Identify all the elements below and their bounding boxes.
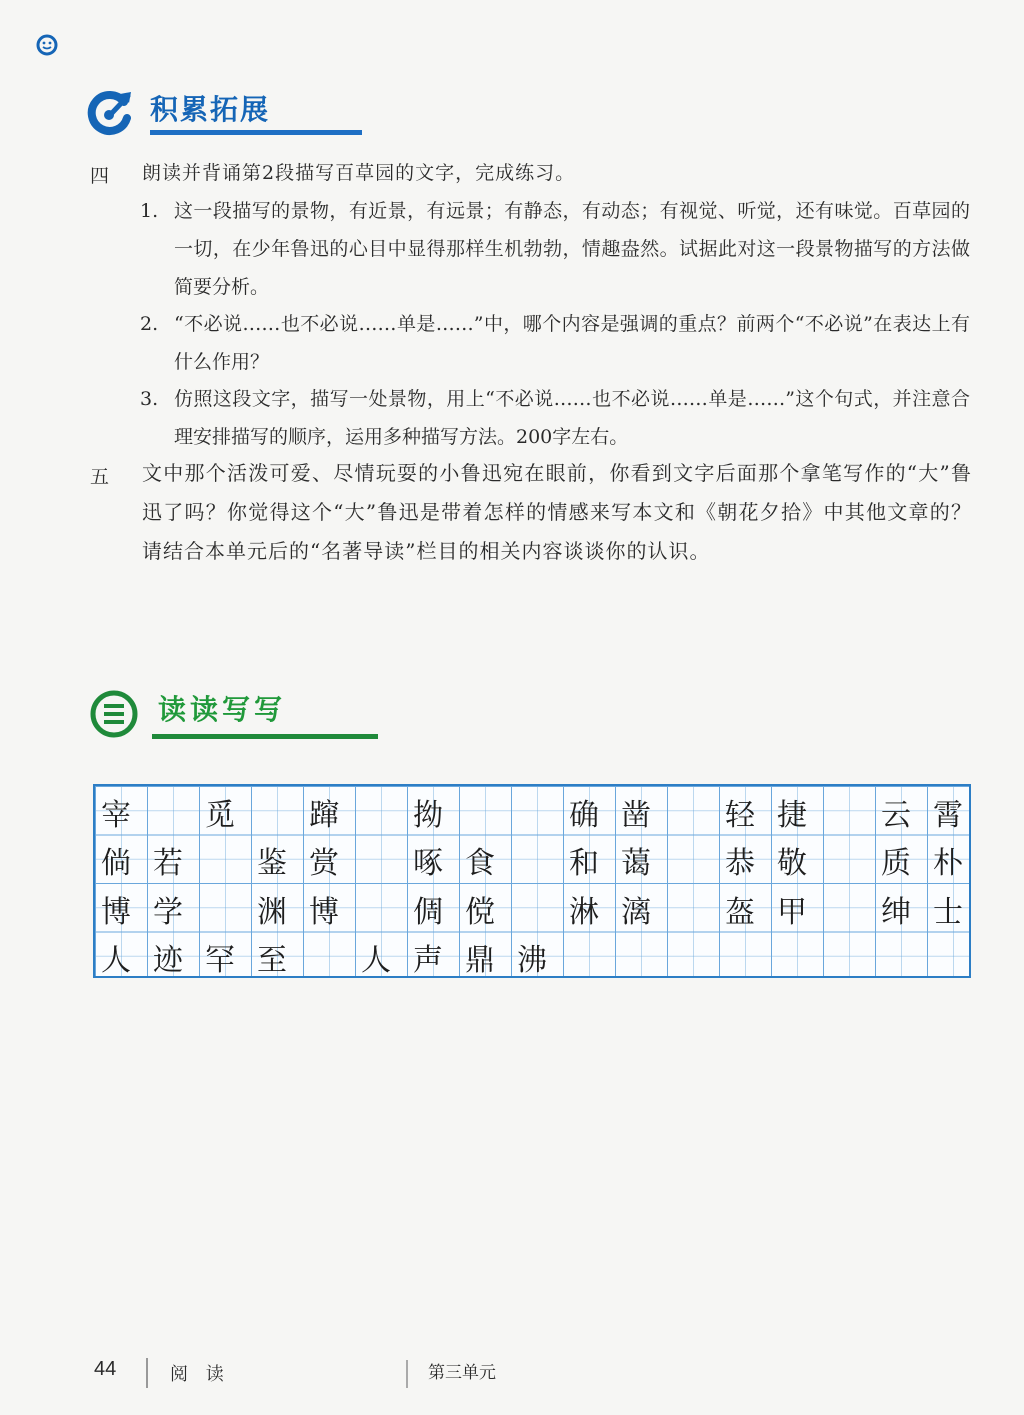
vocab-word: 啄食	[413, 846, 517, 881]
vocab-word: 轻捷	[725, 798, 829, 833]
title-underline	[152, 734, 378, 739]
list-circle-icon	[90, 690, 138, 738]
vocab-word: 拗	[413, 798, 465, 833]
exercise-item	[140, 380, 970, 456]
exercise-item	[140, 305, 970, 381]
vocab-word: 云霄	[881, 798, 985, 833]
footer-divider	[146, 1358, 148, 1388]
exercise-text: 文中那个活泼可爱、尽情玩耍的小鲁迅宛在眼前，你看到文字后面那个拿笔写作的“大”鲁迅了吗？你觉得这个“大”鲁迅是带着怎样的情感来写本文和《朝花夕拾》中其他文章的？请结合本单元后的“名著导读”栏目的相关内容谈谈你的认识。	[142, 461, 972, 563]
vocab-word: 鉴赏	[257, 846, 361, 881]
vocab-word: 盔甲	[725, 895, 829, 930]
vocab-word: 人声鼎沸	[361, 943, 569, 978]
vocab-word: 确凿	[569, 798, 673, 833]
vocab-writing-grid	[93, 784, 985, 978]
item-text: 仿照这段文字，描写一处景物，用上“不必说……也不必说……单是……”这个句式，并注意合理安排描写的顺序，运用多种描写方法。200字左右。	[174, 388, 970, 448]
vocab-word: 觅	[205, 798, 257, 833]
section-header-read-write	[90, 690, 310, 744]
smiley-icon	[36, 34, 58, 56]
vocab-word: 恭敬	[725, 846, 829, 881]
vocab-word: 倘若	[101, 846, 205, 881]
vocab-word: 渊博	[257, 895, 361, 930]
exercise-number: 五	[90, 466, 110, 488]
vocab-word: 宰	[101, 798, 153, 833]
section-header-accumulate	[84, 86, 284, 142]
exercise-item	[140, 192, 970, 306]
vocab-word: 倜傥	[413, 895, 517, 930]
section-title: 读读写写	[158, 693, 287, 726]
item-text: 这一段描写的景物，有近景，有远景；有静态，有动态；有视觉、听觉，还有味觉。百草园的一切，在少年鲁迅的心目中显得那样生机勃勃，情趣盎然。试据此对这一段景物描写的方法做简要分析。	[174, 200, 970, 298]
section-title: 积累拓展	[150, 93, 271, 126]
footer-section-label: 阅 读	[170, 1364, 230, 1385]
page-number: 44	[94, 1358, 117, 1380]
item-text: “不必说……也不必说……单是……”中，哪个内容是强调的重点？前两个“不必说”在表达上有什么作用？	[174, 313, 970, 373]
exercise-heading: 朗读并背诵第2段描写百草园的文字，完成练习。	[142, 162, 576, 184]
item-number: 3.	[140, 388, 159, 410]
footer-unit-label: 第三单元	[428, 1363, 496, 1383]
vocab-word: 绅士	[881, 895, 985, 930]
item-number: 2.	[140, 313, 159, 335]
item-number: 1.	[140, 200, 159, 222]
title-underline	[150, 130, 362, 135]
vocab-word: 博学	[101, 895, 205, 930]
vocab-word: 蹿	[309, 798, 361, 833]
vocab-word: 淋漓	[569, 895, 673, 930]
vocab-word: 人迹罕至	[101, 943, 309, 978]
exercise-number: 四	[90, 165, 110, 187]
footer-divider	[406, 1360, 408, 1388]
vocab-word: 质朴	[881, 846, 985, 881]
vocab-word: 和蔼	[569, 846, 673, 881]
refresh-arrow-icon	[84, 88, 134, 138]
